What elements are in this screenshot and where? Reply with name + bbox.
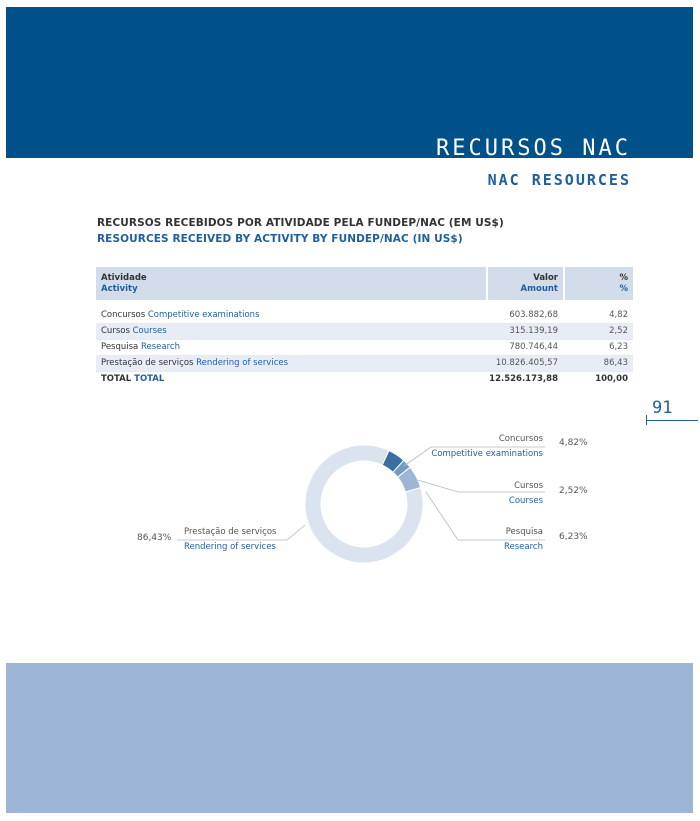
row-value: 315.139,19 [509, 326, 558, 336]
header-amount-pt: Valor [533, 273, 558, 283]
row-percent: 6,23 [609, 342, 628, 352]
section-title-pt: RECURSOS RECEBIDOS POR ATIVIDADE PELA FUNDEP/NAC (EM US$) [97, 217, 504, 229]
label-pesquisa-pt: Pesquisa [505, 527, 543, 537]
row-activity-en: Competitive examinations [147, 310, 260, 320]
label-prestacao-pct: 86,43% [137, 533, 172, 543]
label-cursos-pt: Cursos [514, 481, 543, 491]
label-concursos-pt: Concursos [498, 434, 543, 444]
row-value: 10.826.405,57 [495, 358, 558, 368]
label-pesquisa [504, 526, 543, 553]
row-percent: 4,82 [609, 310, 628, 320]
header-activity-pt: Atividade [101, 273, 147, 283]
label-cursos-pct: 2,52% [559, 486, 588, 496]
header-percent-en: % [619, 284, 628, 294]
row-percent: 86,43 [603, 358, 628, 368]
row-value: 603.882,68 [509, 310, 558, 320]
label-prestacao-en: Rendering of services [184, 542, 276, 552]
label-prestacao [184, 526, 276, 553]
label-pesquisa-pct: 6,23% [559, 532, 588, 542]
page-number: 91 [652, 398, 673, 418]
total-label-pt: TOTAL [101, 374, 132, 384]
section-title-en: RESOURCES RECEIVED BY ACTIVITY BY FUNDEP/NAC (IN US$) [97, 233, 463, 245]
row-activity-pt: Prestação de serviços [101, 358, 194, 368]
row-activity-pt: Cursos [101, 326, 130, 336]
label-concursos-en: Competitive examinations [431, 449, 543, 459]
header-activity-en: Activity [101, 284, 138, 294]
label-cursos [509, 480, 543, 507]
label-prestacao-pt: Prestação de serviços [184, 527, 277, 537]
row-activity-en: Rendering of services [196, 358, 289, 368]
row-activity-pt: Concursos [101, 310, 146, 320]
row-activity-en: Courses [132, 326, 167, 336]
row-value: 780.746,44 [509, 342, 558, 352]
label-cursos-en: Courses [508, 496, 543, 506]
row-percent: 2,52 [609, 326, 628, 336]
page-subtitle: NAC RESOURCES [487, 171, 631, 189]
header-percent-pt: % [619, 273, 628, 283]
donut-slices [305, 445, 423, 563]
row-activity-en: Research [140, 342, 180, 352]
label-pesquisa-en: Research [504, 542, 543, 552]
label-concursos-pct: 4,82% [559, 438, 588, 448]
total-label-en: TOTAL [134, 374, 165, 384]
total-percent: 100,00 [595, 374, 628, 384]
total-value: 12.526.173,88 [489, 374, 558, 384]
row-activity-pt: Pesquisa [101, 342, 139, 352]
page-title: RECURSOS NAC [436, 136, 631, 161]
footer-band [6, 663, 693, 813]
label-concursos [431, 433, 543, 460]
header-amount-en: Amount [520, 284, 558, 294]
